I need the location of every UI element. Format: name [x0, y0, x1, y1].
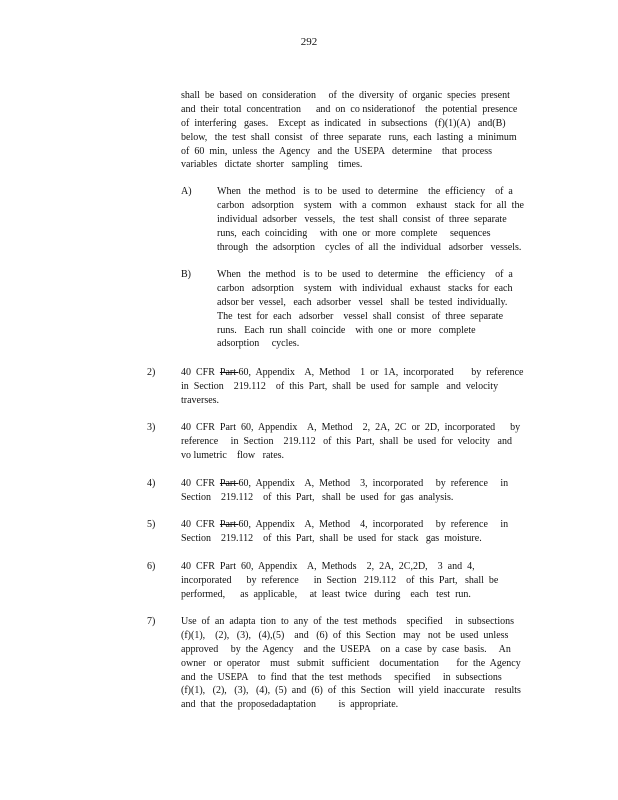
struck-text: Part [219, 367, 239, 378]
text-line: 40 CFR Part 60, Appendix A, Methods 2, 2A, 2C,2D, 3 and 4, [181, 561, 475, 572]
item-number: 2) [147, 367, 156, 378]
subsection-text [217, 268, 547, 351]
item-text [181, 518, 541, 546]
text-line: Section 219.112 of this Part, shall be used for stack gas moisture. [181, 532, 482, 544]
text-fragment: 40 CFR [181, 478, 220, 489]
text-line: owner or operator must submit sufficient documentation for the Agency [181, 657, 521, 669]
item-number: 5) [147, 519, 156, 530]
text-line: 40 CFR Part 60, Appendix A, Method 2, 2A, 2C or 2D, incorporated by [181, 422, 521, 433]
text-line: Section 219.112 of this Part, shall be used for gas analysis. [181, 491, 454, 503]
text-line: vo lumetric flow rates. [181, 449, 285, 461]
item-text [181, 615, 541, 712]
struck-text: Part [219, 478, 239, 489]
text-line: reference in Section 219.112 of this Part, shall be used for velocity and [181, 435, 512, 447]
text-line: When the method is to be used to determine the efficiency of a [217, 269, 513, 280]
item-number: 3) [147, 422, 156, 433]
text-line: adsor ber vessel, each adsorber vessel shall be tested individually. [217, 296, 508, 308]
text-line: and the USEPA to find that the test methods specified in subsections [181, 671, 502, 683]
item-text [181, 560, 541, 602]
text-line: and that the proposedadaptation is appropriate. [181, 699, 399, 711]
text-line: (f)(1), (2), (3), (4),(5) and (6) of this Section may not be used unless [181, 629, 509, 641]
text-line: of 60 min, unless the Agency and the USEPA determine that process [181, 145, 492, 157]
text-line: runs. Each run shall coincide with one or more complete [217, 324, 476, 336]
text-fragment: 60, Appendix A, Method 4, incorporated by reference in [238, 519, 509, 530]
text-line: carbon adsorption system with individual exhaust stacks for each [217, 282, 513, 294]
text-line: When the method is to be used to determine the efficiency of a [217, 186, 513, 197]
text-line: runs, each coinciding with one or more complete sequences [217, 227, 491, 239]
text-line: incorporated by reference in Section 219.112 of this Part, shall be [181, 574, 499, 586]
text-line: shall be based on consideration of the diversity of organic species present [181, 90, 510, 101]
text-line: approved by the Agency and the USEPA on a case by case basis. An [181, 643, 511, 655]
intro-paragraph [181, 89, 541, 172]
subsection-label: B) [181, 269, 191, 280]
text-line: The test for each adsorber vessel shall consist of three separate [217, 310, 504, 322]
text-line: individual adsorber vessels, the test shall consist of three separate [217, 213, 507, 225]
item-text [181, 366, 541, 408]
text-fragment: 60, Appendix A, Method 3, incorporated by reference in [238, 478, 509, 489]
text-fragment: 40 CFR [181, 519, 220, 530]
item-number: 7) [147, 616, 156, 627]
text-line: carbon adsorption system with a common exhaust stack for all the [217, 199, 524, 211]
item-text [181, 421, 541, 463]
subsection-label: A) [181, 186, 192, 197]
item-text [181, 477, 541, 505]
struck-text: Part [219, 519, 239, 530]
item-number: 6) [147, 561, 156, 572]
text-line: through the adsorption cycles of all the individual adsorber vessels. [217, 241, 522, 253]
text-line: and their total concentration and on co nsiderationof the potential presence [181, 103, 518, 115]
page-number: 292 [300, 36, 318, 48]
text-fragment: 40 CFR [181, 367, 220, 378]
text-fragment: 60, Appendix A, Method 1 or 1A, incorporated by reference [238, 367, 524, 378]
text-line: in Section 219.112 of this Part, shall be used for sample and velocity [181, 380, 499, 392]
text-line: (f)(1), (2), (3), (4), (5) and (6) of this Section will yield inaccurate results [181, 685, 521, 697]
subsection-text [217, 185, 547, 254]
text-line: of interfering gases. Except as indicated in subsections (f)(1)(A) and(B) [181, 117, 506, 129]
text-line: performed, as applicable, at least twice during each test run. [181, 588, 471, 600]
item-number: 4) [147, 478, 156, 489]
text-line: traverses. [181, 394, 220, 406]
text-line: variables dictate shorter sampling times. [181, 159, 363, 171]
text-line: Use of an adapta tion to any of the test methods specified in subsections [181, 616, 514, 627]
text-line: below, the test shall consist of three separate runs, each lasting a minimum [181, 131, 517, 143]
text-line: adsorption cycles. [217, 338, 300, 350]
